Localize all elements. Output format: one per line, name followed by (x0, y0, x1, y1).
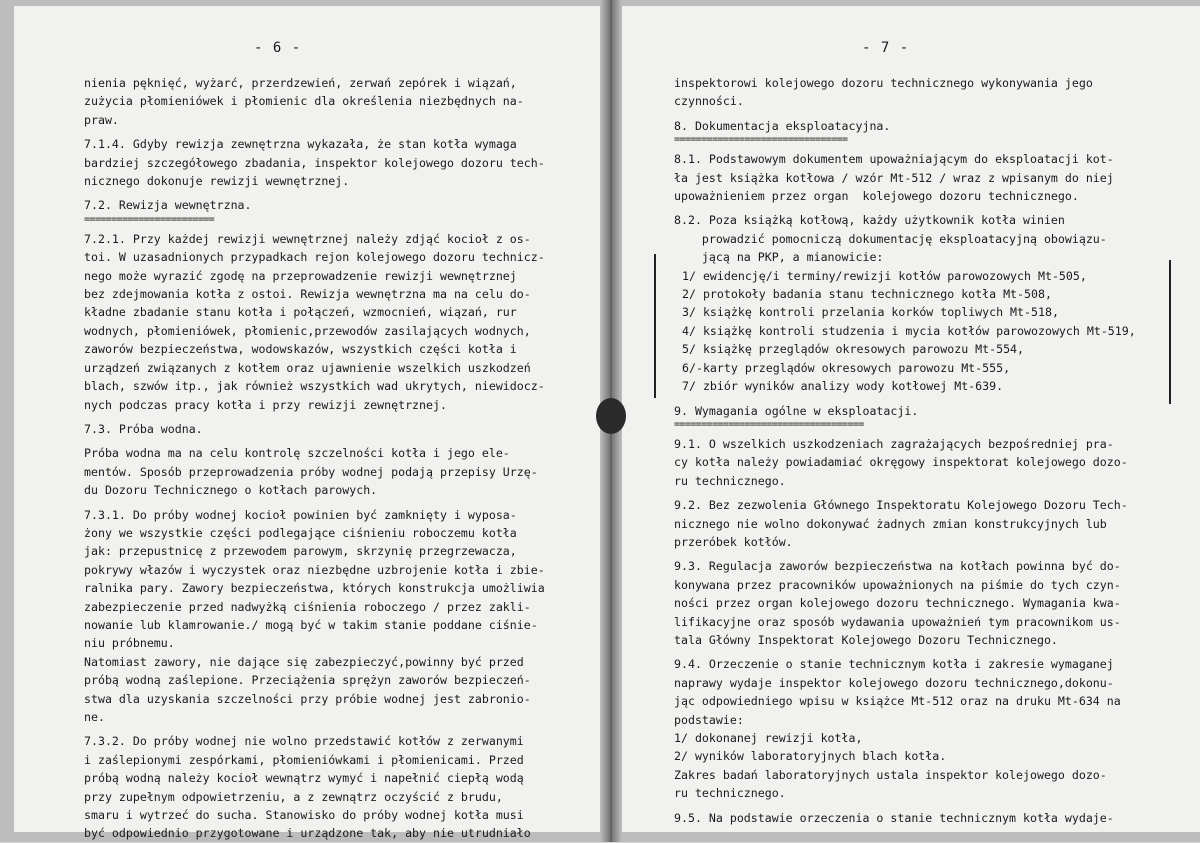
text-line: nicznego nie wolno dokonywać żadnych zmian konstrukcyjnych lub (674, 516, 1107, 531)
text-line: 9. Wymagania ogólne w eksploatacji. (674, 403, 919, 418)
text-line: 9.5. Na podstawie orzeczenia o stanie technicznym kotła wydaje- (674, 810, 1114, 825)
list-item: 3/ książkę kontroli przelania korków topliwych Mt-518, (682, 305, 1059, 320)
text-line: upoważnieniem przez organ kolejowego dozoru technicznego. (674, 189, 1079, 204)
text-line: nych podczas pracy kotła i przy rewizji zewnętrznej. (84, 397, 447, 412)
list-item: 1/ ewidencję/i terminy/rewizji kotłów parowozowych Mt-505, (682, 268, 1087, 283)
text-line: urządzeń związanych z kotłem oraz ujawnienie wszelkich uszkodzeń (84, 360, 531, 375)
list-item: 2/ protokoły badania stanu technicznego kotła Mt-508, (682, 287, 1052, 302)
text-line: ralnika pary. Zawory bezpieczeństwa, których konstrukcja umożliwia (84, 581, 545, 596)
list-item: 5/ książkę przeglądów okresowych parowozu Mt-554, (682, 342, 1025, 357)
text-line: i zaślepionymi zespórkami, płomieniówkami i płomienicami. Przed (84, 752, 524, 767)
text-line: przeróbek kotłów. (674, 534, 793, 549)
text-line: nicznego dokonuje rewizji wewnętrznej. (84, 174, 350, 189)
text-line: czynności. (674, 94, 744, 109)
text-line: toi. W uzasadnionych przypadkach rejon kolejowego dozoru technicz- (84, 250, 545, 265)
right-page (614, 6, 1200, 832)
text-line: nienia pęknięć, wyżarć, przerdzewień, zerwań zepórek i wiązań, (84, 76, 517, 90)
text-line: 2/ wyników laboratoryjnych blach kotła. (674, 749, 947, 764)
text-line: 7.3.1. Do próby wodnej kocioł powinien być zamknięty i wyposa- (84, 507, 517, 522)
heading-underline: ================================ (674, 134, 848, 146)
text-line: 7.2. Rewizja wewnętrzna. (84, 198, 252, 213)
text-line: smaru i wytrzeć do sucha. Stanowisko do próby wodnej kotła musi (84, 808, 524, 823)
text-line: nego może wyrazić zgodę na przeprowadzenie rewizji wewnętrznej (84, 268, 517, 283)
left-page-number: - 6 - (254, 40, 302, 56)
text-line: zaworów bezpieczeństwa, wodowskazów, wszystkich części kotła i (84, 342, 517, 357)
text-line: naprawy wydaje inspektor kolejowego dozoru technicznego,dokonu- (674, 675, 1114, 690)
text-line: próbą wodną należy kocioł wewnątrz wymyć i napełnić ciepłą wodą (84, 771, 524, 786)
text-line: 7.2.1. Przy każdej rewizji wewnętrznej należy zdjąć kocioł z os- (84, 231, 531, 246)
text-line: 8. Dokumentacja eksploatacyjna. (674, 118, 891, 133)
text-line: konywana przez pracowników upoważnionych na piśmie do tych czyn- (674, 577, 1121, 592)
text-line: Zakres badań laboratoryjnych ustala inspektor kolejowego dozo- (674, 767, 1107, 782)
right-page-number: - 7 - (862, 40, 910, 56)
text-line: zabezpieczenie przed nadwyżką ciśnienia roboczego / przez zakli- (84, 599, 531, 614)
text-line: 7.3. Próba wodna. (84, 421, 203, 436)
text-line: prowadzić pomocniczą dokumentację eksploatacyjną obowiązu- (674, 231, 1107, 246)
list-item: 7/ zbiór wyników analizy wody kotłowej Mt-639. (682, 379, 1004, 394)
text-line: niu próbnemu. (84, 636, 175, 651)
text-line: du Dozoru Technicznego o kotłach parowych. (84, 483, 378, 498)
text-line: być odpowiednio przygotowane i urządzone tak, aby nie utrudniało (84, 826, 531, 841)
text-line: 8.1. Podstawowym dokumentem upoważniającym do eksploatacji kot- (674, 152, 1114, 167)
left-page-content (84, 74, 584, 843)
text-line: wodnych, płomieniówek, płomienic,przewodów zasilających wodnych, (84, 323, 531, 338)
text-line: ła jest książka kotłowa / wzór Mt-512 / wraz z wpisanym do niej (674, 170, 1114, 185)
text-line: Natomiast zawory, nie dające się zabezpieczyć,powinny być przed (84, 654, 524, 669)
heading-underline: =================================== (674, 418, 864, 430)
text-line: jak: przepustnicę z przewodem parowym, skrzynię przegrzewacza, (84, 544, 517, 559)
text-line: jącą na PKP, a mianowicie: (674, 250, 884, 265)
text-line: ne. (84, 710, 105, 724)
text-line: zużycia płomieniówek i płomienic dla określenia niezbędnych na- (84, 94, 524, 109)
text-line: kładne zbadanie stanu kotła i połączeń, wzmocnień, wiązań, rur (84, 305, 517, 320)
text-line: blach, szwów itp., jak również wszystkich wad ukrytych, niewidocz- (84, 379, 545, 394)
binding-hole (596, 398, 626, 434)
text-line: bardziej szczegółowego zbadania, inspektor kolejowego dozoru tech- (84, 155, 545, 170)
text-line: 8.2. Poza książką kotłową, każdy użytkownik kotła winien (674, 213, 1065, 228)
text-line: lifikacyjne oraz sposób wydawania upoważnień tym pracownikom us- (674, 614, 1121, 629)
text-line: podstawie: (674, 712, 744, 727)
text-line: Próba wodna ma na celu kontrolę szczelności kotła i jego ele- (84, 446, 510, 461)
text-line: ru technicznego. (674, 786, 786, 801)
text-line: 9.2. Bez zezwolenia Głównego Inspektoratu Kolejowego Dozoru Tech- (674, 498, 1128, 513)
list-item: 4/ książkę kontroli studzenia i mycia kotłów parowozowych Mt-519, (682, 323, 1136, 338)
text-line: 1/ dokonanej rewizji kotła, (674, 731, 863, 745)
text-line: stwa dla uzyskania szczelności przy próbie wodnej jest zabronio- (84, 691, 531, 706)
text-line: próbą wodną zaślepione. Przeciążenia sprężyn zaworów bezpieczeń- (84, 673, 531, 688)
list-item: 6/-karty przeglądów okresowych parowozu Mt-555, (682, 360, 1011, 375)
right-page-content (674, 74, 1174, 827)
text-line: 9.3. Regulacja zaworów bezpieczeństwa na kotłach powinna być do- (674, 559, 1121, 574)
text-line: tala Główny Inspektorat Kolejowego Dozoru Technicznego. (674, 632, 1058, 647)
text-line: przy zupełnym odpowietrzeniu, a z zewnątrz oczyścić z brudu, (84, 789, 503, 804)
text-line: 7.1.4. Gdyby rewizja zewnętrzna wykazała, że stan kotła wymaga (84, 137, 517, 152)
text-line: inspektorowi kolejowego dozoru technicznego wykonywania jego (674, 76, 1093, 90)
margin-bar-left (654, 254, 656, 398)
heading-underline: ======================== (84, 213, 215, 225)
text-line: ru technicznego. (674, 473, 786, 488)
text-line: cy kotła należy powiadamiać okręgowy inspektorat kolejowego dozo- (674, 455, 1128, 470)
text-line: bez zdejmowania kotła z ostoi. Rewizja wewnętrzna ma na celu do- (84, 287, 531, 302)
text-line: praw. (84, 112, 119, 127)
text-line: pokrywy włazów i wyczystek oraz niezbędne uzbrojenie kotła i zbie- (84, 562, 545, 577)
text-line: mentów. Sposób przeprowadzenia próby wodnej podają przepisy Urzę- (84, 464, 538, 479)
text-line: nowanie lub klamrowanie./ mogą być w takim stanie poddane ciśnie- (84, 617, 538, 632)
text-line: 9.4. Orzeczenie o stanie technicznym kotła i zakresie wymaganej (674, 657, 1114, 672)
left-page (14, 6, 608, 841)
text-line: żony we wszystkie części podlegające ciśnieniu roboczemu kotła (84, 525, 517, 540)
text-line: ności przez organ kolejowego dozoru technicznego. Wymagania kwa- (674, 596, 1121, 611)
text-line: 9.1. O wszelkich uszkodzeniach zagrażających bezpośredniej pra- (674, 436, 1114, 451)
text-line: jąc odpowiedniego wpisu w książce Mt-512 oraz na druku Mt-634 na (674, 694, 1121, 709)
text-line: 7.3.2. Do próby wodnej nie wolno przedstawić kotłów z zerwanymi (84, 734, 524, 749)
